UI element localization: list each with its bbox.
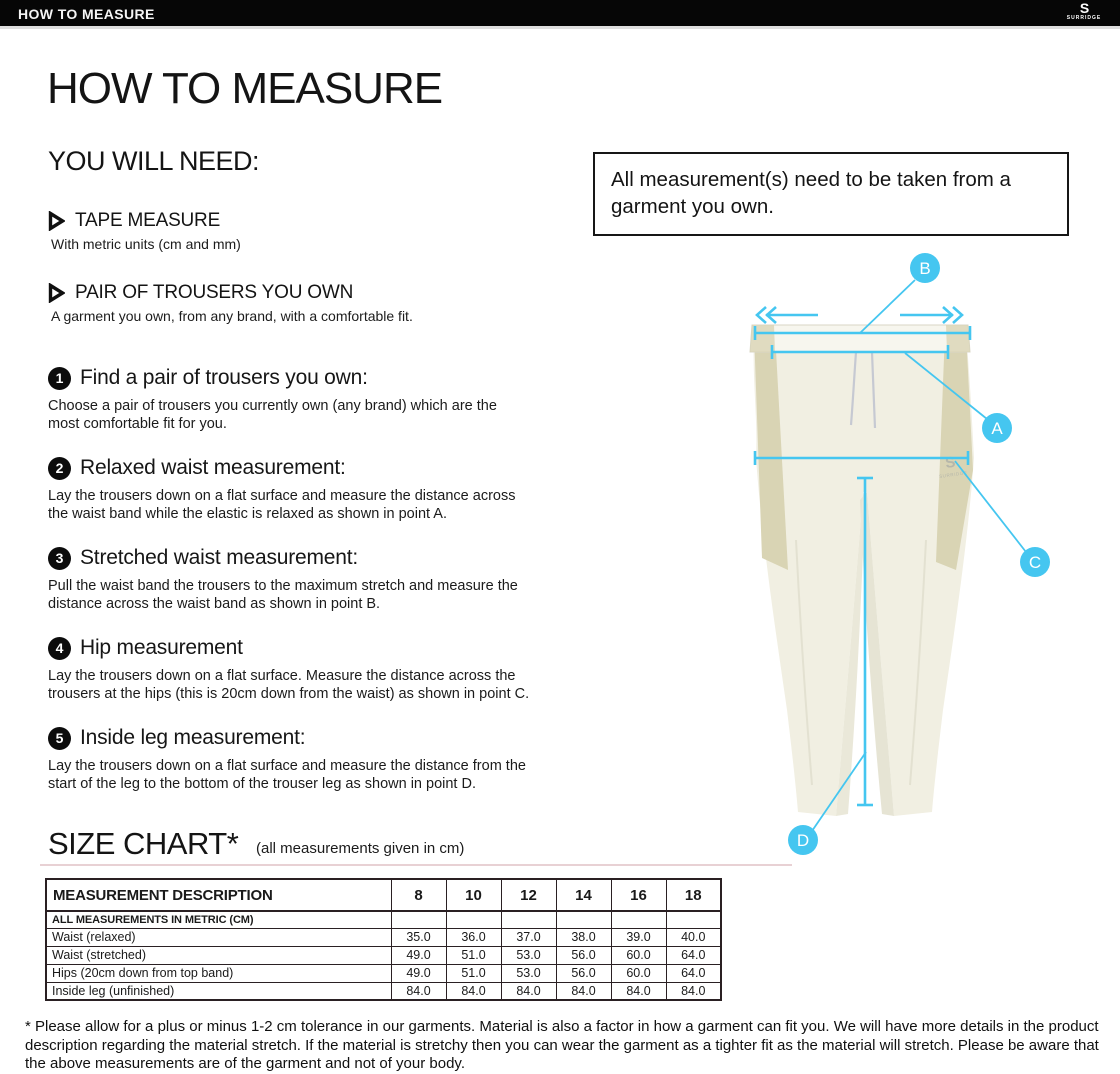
- cell-value: 51.0: [446, 946, 501, 964]
- cell-value: 84.0: [666, 982, 721, 1000]
- point-label-d: D: [796, 831, 810, 850]
- step-2: [48, 456, 553, 523]
- need-item-label: TAPE MEASURE: [75, 210, 221, 231]
- column-header: 8: [391, 879, 446, 911]
- need-item-description: With metric units (cm and mm): [51, 236, 241, 252]
- step-1: [48, 366, 553, 433]
- svg-text:S: S: [944, 453, 957, 472]
- empty-cell: [446, 911, 501, 928]
- empty-cell: [391, 911, 446, 928]
- size-chart-note: (all measurements given in cm): [256, 840, 465, 857]
- step-number-badge: 1: [48, 367, 71, 390]
- need-item-label: PAIR OF TROUSERS YOU OWN: [75, 282, 354, 303]
- separator-rule: [40, 864, 792, 866]
- surridge-logo: [1064, 1, 1104, 27]
- column-header: 10: [446, 879, 501, 911]
- step-title: Hip measurement: [80, 636, 243, 659]
- trousers-waistband: [750, 325, 970, 352]
- cell-value: 84.0: [391, 982, 446, 1000]
- column-header: 12: [501, 879, 556, 911]
- cell-value: 84.0: [611, 982, 666, 1000]
- step-4: [48, 636, 553, 703]
- empty-cell: [611, 911, 666, 928]
- size-chart-heading: SIZE CHART*: [48, 826, 239, 861]
- cell-value: 53.0: [501, 964, 556, 982]
- surridge-logo-wordmark: SURRIDGE: [1066, 15, 1102, 21]
- row-label: Waist (relaxed): [46, 928, 391, 946]
- column-header: MEASUREMENT DESCRIPTION: [46, 879, 391, 911]
- step-body: Lay the trousers down on a flat surface. Measure the distance across the trousers at the hips (this is 20cm down from the waist) as shown in point C.: [48, 668, 530, 702]
- table-row: [46, 946, 721, 964]
- cell-value: 56.0: [556, 964, 611, 982]
- size-chart-table: [45, 878, 722, 1001]
- table-row: [46, 964, 721, 982]
- row-label: Hips (20cm down from top band): [46, 964, 391, 982]
- cell-value: 36.0: [446, 928, 501, 946]
- stretch-arrow-right-icon: [953, 307, 962, 323]
- step-title: Stretched waist measurement:: [80, 546, 359, 569]
- table-row: [46, 982, 721, 1000]
- need-item-description: A garment you own, from any brand, with a comfortable fit.: [51, 308, 413, 324]
- step-number-badge: 2: [48, 457, 71, 480]
- subheader-label: ALL MEASUREMENTS IN METRIC (CM): [46, 911, 391, 928]
- empty-cell: [501, 911, 556, 928]
- you-will-need-heading: YOU WILL NEED:: [48, 146, 260, 176]
- row-label: Waist (stretched): [46, 946, 391, 964]
- cell-value: 39.0: [611, 928, 666, 946]
- cell-value: 37.0: [501, 928, 556, 946]
- cell-value: 84.0: [446, 982, 501, 1000]
- table-row: [46, 928, 721, 946]
- cell-value: 56.0: [556, 946, 611, 964]
- table-header-row: [46, 879, 721, 911]
- cell-value: 84.0: [556, 982, 611, 1000]
- step-body: Pull the waist band the trousers to the maximum stretch and measure the distance across the waist band as shown in point B.: [48, 578, 518, 612]
- cell-value: 40.0: [666, 928, 721, 946]
- cell-value: 35.0: [391, 928, 446, 946]
- step-3: [48, 546, 553, 613]
- step-title: Inside leg measurement:: [80, 726, 306, 749]
- empty-cell: [666, 911, 721, 928]
- measurement-callout-box: All measurement(s) need to be taken from a garment you own.: [593, 152, 1069, 236]
- cell-value: 51.0: [446, 964, 501, 982]
- play-triangle-icon: [48, 283, 65, 303]
- step-body: Choose a pair of trousers you currently own (any brand) which are the most comfortable fit for you.: [48, 398, 497, 432]
- empty-cell: [556, 911, 611, 928]
- column-header: 16: [611, 879, 666, 911]
- cell-value: 49.0: [391, 946, 446, 964]
- step-title: Relaxed waist measurement:: [80, 456, 346, 479]
- step-number-badge: 3: [48, 547, 71, 570]
- cell-value: 60.0: [611, 964, 666, 982]
- cell-value: 49.0: [391, 964, 446, 982]
- step-number-badge: 5: [48, 727, 71, 750]
- point-label-a: A: [991, 419, 1003, 438]
- need-item-tape-measure: [48, 210, 568, 252]
- row-label: Inside leg (unfinished): [46, 982, 391, 1000]
- step-body: Lay the trousers down on a flat surface and measure the distance from the start of the leg to the bottom of the trouser leg as shown in point D.: [48, 758, 526, 792]
- play-triangle-icon: [48, 211, 65, 231]
- step-5: [48, 726, 553, 793]
- cell-value: 64.0: [666, 946, 721, 964]
- top-bar: [0, 0, 1120, 29]
- stretch-arrow-left-icon: [757, 307, 766, 323]
- step-title: Find a pair of trousers you own:: [80, 366, 368, 389]
- column-header: 14: [556, 879, 611, 911]
- cell-value: 38.0: [556, 928, 611, 946]
- column-header: 18: [666, 879, 721, 911]
- table-subheader-row: [46, 911, 721, 928]
- tolerance-footnote: * Please allow for a plus or minus 1-2 cm tolerance in our garments. Material is also a factor in how a garment can fit you. We will have more details in the product description regarding the material stretch. If the material is stretchy then you can wear the garment as a tighter fit as the material will stretch. Please be aware that the above measurements are of the garment and not of your body.: [25, 1018, 1099, 1072]
- point-label-b: B: [919, 259, 931, 278]
- step-number-badge: 4: [48, 637, 71, 660]
- trousers-measurement-diagram: [560, 240, 1120, 880]
- cell-value: 53.0: [501, 946, 556, 964]
- waistband-right-tab: [946, 325, 970, 352]
- step-body: Lay the trousers down on a flat surface and measure the distance across the waist band while the elastic is relaxed as shown in point A.: [48, 488, 516, 522]
- point-label-c: C: [1028, 553, 1042, 572]
- page-title: HOW TO MEASURE: [47, 64, 443, 113]
- need-item-trousers: [48, 282, 568, 324]
- cell-value: 84.0: [501, 982, 556, 1000]
- cell-value: 60.0: [611, 946, 666, 964]
- surridge-logo-icon: S: [1079, 0, 1089, 16]
- cell-value: 64.0: [666, 964, 721, 982]
- top-bar-title: HOW TO MEASURE: [18, 6, 155, 22]
- svg-text:SURRIDGE: SURRIDGE: [938, 470, 968, 480]
